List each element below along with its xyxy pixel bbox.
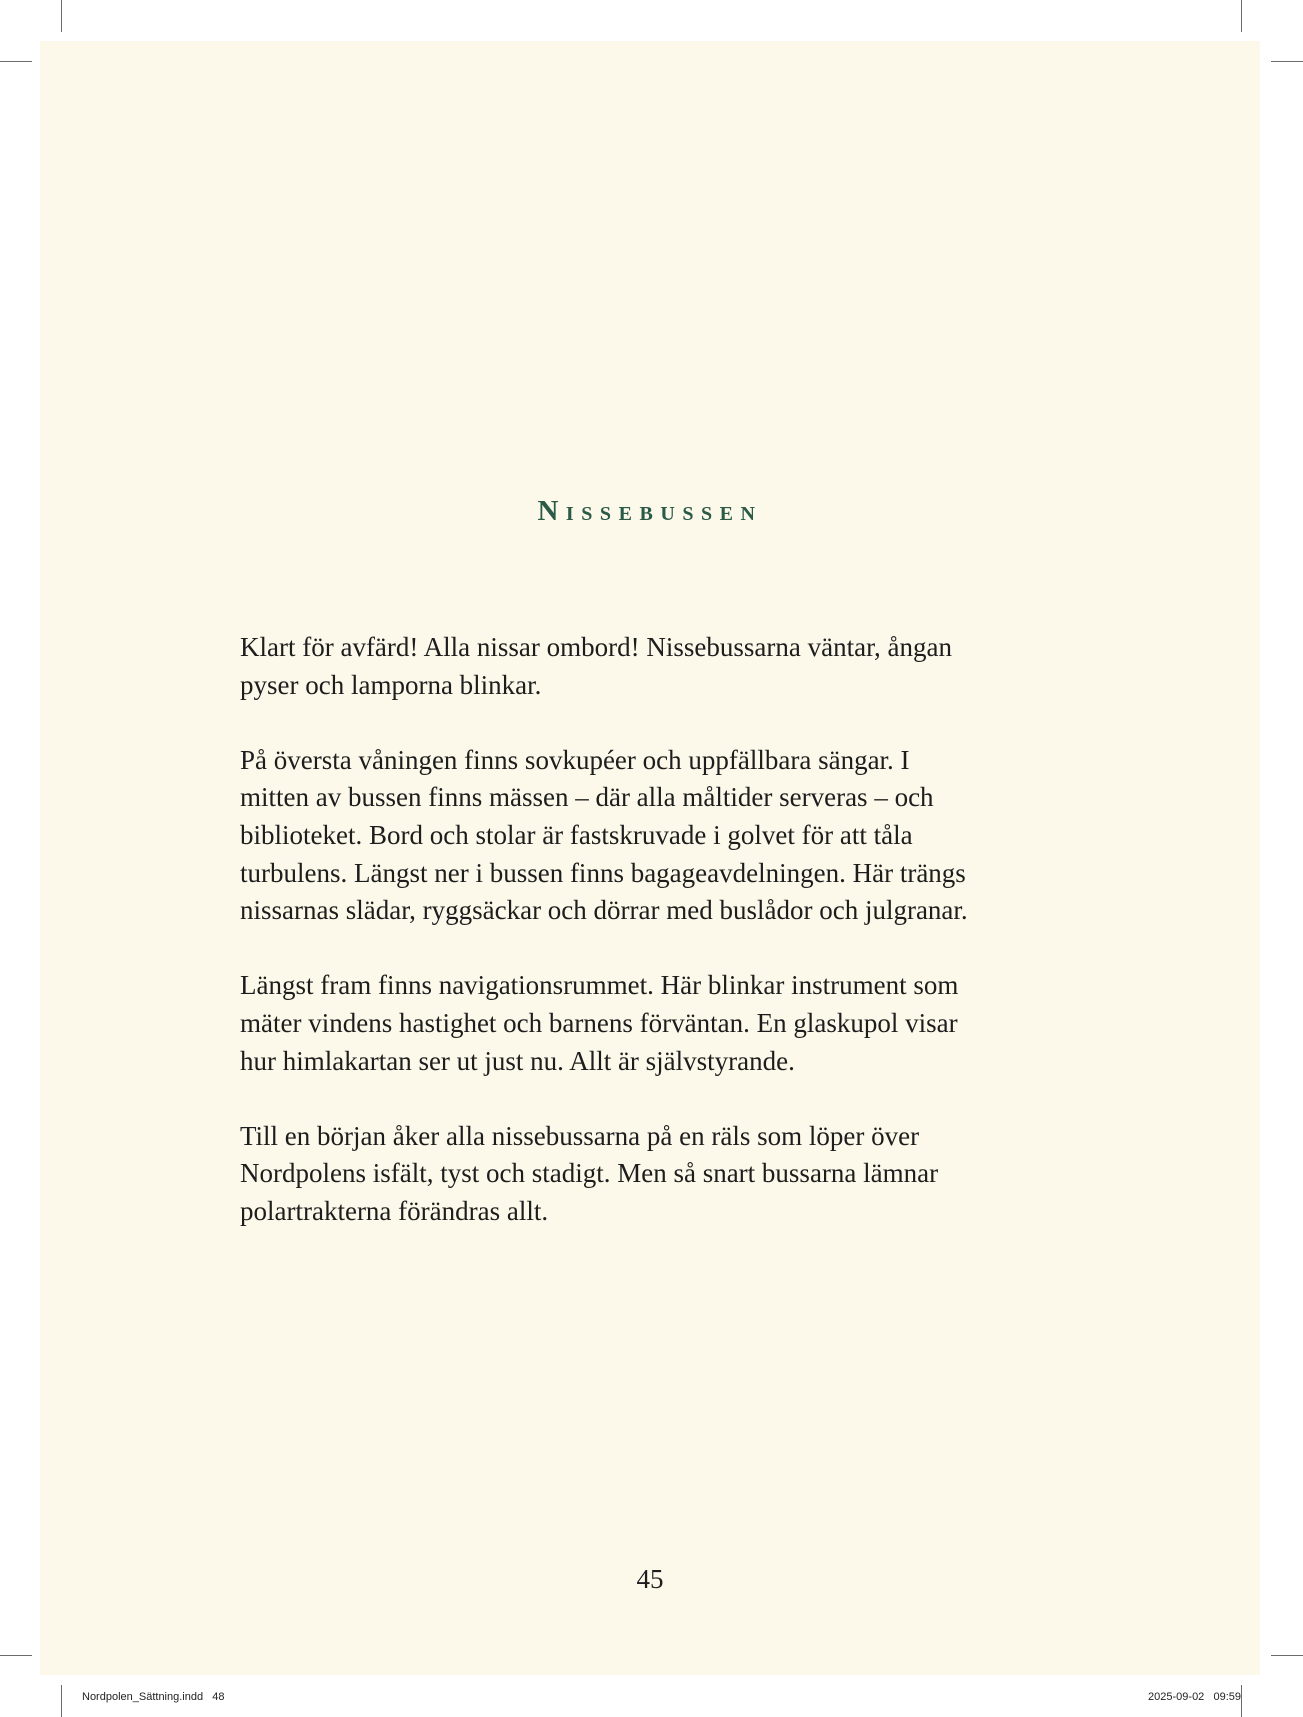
text-line: hur himlakartan ser ut just nu. Allt är självstyrande. xyxy=(240,1045,795,1076)
text-line: biblioteket. Bord och stolar är fastskruvade i golvet för att tåla xyxy=(240,819,913,850)
page-number: 45 xyxy=(636,1564,664,1594)
text-line: mitten av bussen finns mässen – där alla måltider serveras – och xyxy=(240,782,934,813)
text-line: Längst fram finns navigationsrummet. Här blinkar instrument som xyxy=(240,970,959,1001)
paragraph xyxy=(240,967,1140,1080)
crop-mark-top-left xyxy=(61,0,62,32)
crop-mark-bottom-left xyxy=(61,1685,62,1717)
text-line: Till en början åker alla nissebussarna på en räls som löper över xyxy=(240,1120,920,1151)
crop-mark-left-bottom xyxy=(0,1655,32,1656)
body-text xyxy=(240,629,1140,1268)
crop-mark-right-top xyxy=(1271,61,1303,62)
crop-mark-right-bottom xyxy=(1271,1655,1303,1656)
chapter-title: Nissebussen xyxy=(537,495,763,527)
text-line: turbulens. Längst ner i bussen finns bagageavdelningen. Här trängs xyxy=(240,857,966,888)
book-page xyxy=(40,41,1260,1675)
text-line: Klart för avfärd! Alla nissar ombord! Nissebussarna väntar, ångan xyxy=(240,632,952,662)
slug-timestamp: 2025-09-02 09:59 xyxy=(1148,1691,1241,1703)
text-line: Nordpolens isfält, tyst och stadigt. Men så snart bussarna lämnar xyxy=(240,1158,939,1189)
text-line: pyser och lamporna blinkar. xyxy=(240,669,542,700)
text-line: mäter vindens hastighet och barnens förväntan. En glaskupol visar xyxy=(240,1007,958,1038)
paragraph xyxy=(240,629,1140,704)
text-line: nissarnas slädar, ryggsäckar och dörrar med buslådor och julgranar. xyxy=(240,895,968,926)
crop-mark-top-right xyxy=(1241,0,1242,32)
text-line: polartrakterna förändras allt. xyxy=(240,1195,549,1226)
slug-filename: Nordpolen_Sättning.indd 48 xyxy=(82,1691,225,1703)
paragraph xyxy=(240,1118,1140,1231)
crop-mark-bottom-right xyxy=(1241,1685,1242,1717)
crop-mark-left-top xyxy=(0,61,32,62)
text-line: På översta våningen finns sovkupéer och uppfällbara sängar. I xyxy=(240,744,910,775)
paragraph xyxy=(240,742,1140,930)
